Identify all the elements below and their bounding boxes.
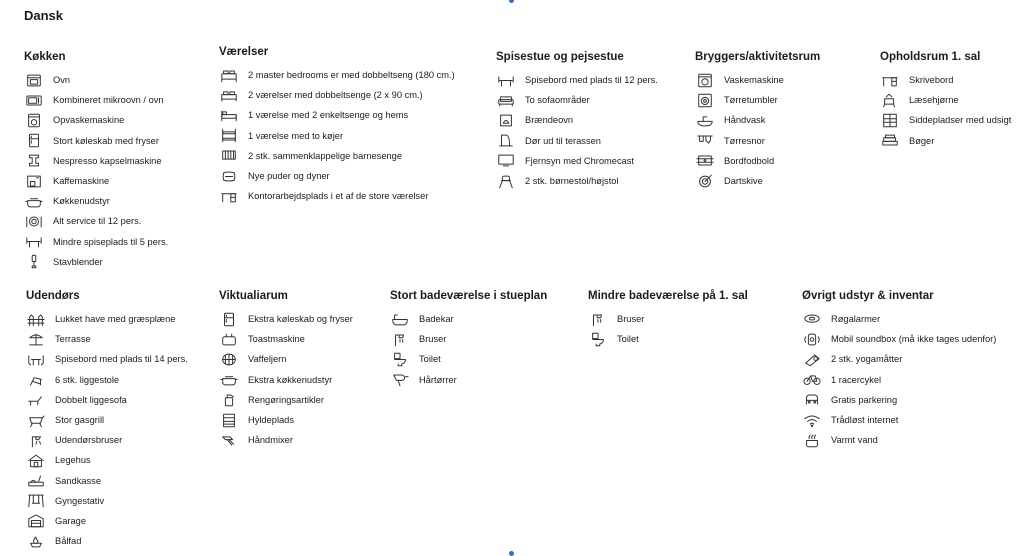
amenity-item	[496, 171, 658, 191]
amenity-item	[219, 65, 455, 85]
capsule-machine-icon	[24, 153, 44, 169]
amenity-item	[695, 131, 820, 151]
crib-icon	[219, 148, 239, 164]
amenity-item	[219, 370, 353, 390]
books-icon	[880, 133, 900, 149]
amenity-label: Tørretumbler	[724, 95, 778, 106]
amenity-label: Stavblender	[53, 256, 103, 267]
dining-table-icon	[24, 234, 44, 250]
section-title: Bryggers/aktivitetsrum	[695, 51, 821, 63]
section-ovrigt	[802, 290, 996, 450]
single-bed-icon	[219, 107, 239, 123]
amenity-label: Ekstra køleskab og fryser	[248, 314, 353, 325]
amenity-label: To sofaområder	[525, 95, 590, 106]
amenity-item	[219, 85, 455, 105]
garage-icon	[26, 513, 46, 529]
high-chair-icon	[496, 173, 516, 189]
amenity-item	[219, 349, 353, 369]
desk-icon	[219, 188, 239, 204]
amenity-item	[496, 151, 658, 171]
amenity-label: Vaffeljern	[248, 354, 287, 365]
amenity-label: Dobbelt liggesofa	[55, 394, 127, 405]
tableware-icon	[24, 213, 44, 229]
amenity-label: 2 master bedrooms er med dobbeltseng (180 cm.)	[248, 70, 455, 81]
amenity-label: 1 værelse med to køjer	[248, 130, 344, 141]
tv-icon	[496, 153, 516, 169]
amenity-label: Hyldeplads	[248, 415, 294, 426]
amenity-item	[219, 146, 455, 166]
amenity-label: Rengøringsartikler	[248, 394, 324, 405]
amenity-label: Brændeovn	[525, 115, 574, 126]
amenity-item	[24, 110, 168, 130]
amenity-label: Sandkasse	[55, 475, 101, 486]
decorative-dot	[509, 0, 514, 3]
amenity-label: 6 stk. liggestole	[55, 374, 120, 385]
amenity-item	[390, 309, 547, 329]
section-stort-bad	[390, 290, 547, 390]
amenity-label: Køkkenudstyr	[53, 196, 110, 207]
amenity-item	[24, 252, 168, 272]
amenity-label: Vaskemaskine	[724, 75, 784, 86]
section-title: Værelser	[219, 46, 269, 58]
amenity-item	[219, 390, 353, 410]
amenity-item	[219, 126, 455, 146]
section-title: Udendørs	[26, 290, 80, 302]
amenity-label: Badekar	[419, 314, 454, 325]
toaster-icon	[219, 331, 239, 347]
amenity-label: 2 stk. børnestol/højstol	[525, 176, 619, 187]
yoga-mat-icon	[802, 351, 822, 367]
window-icon	[880, 112, 900, 128]
amenity-label: Legehus	[55, 455, 91, 466]
oven-icon	[24, 72, 44, 88]
hand-blender-icon	[24, 254, 44, 270]
amenity-item	[390, 329, 547, 349]
bathtub-icon	[390, 311, 410, 327]
language-heading: Dansk	[24, 8, 64, 23]
amenity-label: Terrasse	[55, 334, 91, 345]
shower-icon	[390, 331, 410, 347]
wifi-icon	[802, 412, 822, 428]
amenity-label: Bruser	[419, 334, 447, 345]
amenity-label: Nespresso kapselmaskine	[53, 155, 162, 166]
amenity-label: Fjernsyn med Chromecast	[525, 155, 635, 166]
door-icon	[496, 133, 516, 149]
foosball-icon	[695, 153, 715, 169]
dartboard-icon	[695, 173, 715, 189]
amenity-item	[26, 531, 188, 551]
coffee-machine-icon	[24, 173, 44, 189]
amenity-item	[26, 370, 188, 390]
hand-mixer-icon	[219, 432, 239, 448]
amenity-item	[24, 90, 168, 110]
microwave-icon	[24, 92, 44, 108]
amenity-label: Stort køleskab med fryser	[53, 135, 159, 146]
amenity-label: Ekstra køkkenudstyr	[248, 374, 333, 385]
amenity-label: Tørresnor	[724, 135, 765, 146]
amenity-item	[802, 370, 996, 390]
amenity-label: Håndmixer	[248, 435, 293, 446]
sandbox-icon	[26, 473, 46, 489]
wood-stove-icon	[496, 112, 516, 128]
reading-corner-icon	[880, 92, 900, 108]
amenity-item	[219, 166, 455, 186]
amenity-label: Kombineret mikroovn / ovn	[53, 95, 164, 106]
fenced-garden-icon	[26, 311, 46, 327]
amenity-item	[26, 329, 188, 349]
toilet-icon	[390, 351, 410, 367]
section-title: Køkken	[24, 51, 66, 63]
lounger-icon	[26, 392, 46, 408]
dishwasher-icon	[24, 112, 44, 128]
terrace-icon	[26, 331, 46, 347]
amenity-label: Gratis parkering	[831, 394, 898, 405]
amenity-item	[26, 390, 188, 410]
amenity-item	[880, 110, 1011, 130]
pillow-icon	[219, 168, 239, 184]
amenity-label: Alt service til 12 pers.	[53, 216, 142, 227]
sink-icon	[695, 112, 715, 128]
section-viktualiarum	[219, 290, 353, 450]
section-mindre-bad	[588, 290, 748, 349]
amenity-item	[26, 309, 188, 329]
shower-icon	[588, 311, 608, 327]
amenity-label: Spisebord med plads til 14 pers.	[55, 354, 188, 365]
amenity-item	[219, 309, 353, 329]
section-title: Viktualiarum	[219, 290, 288, 302]
playhouse-icon	[26, 452, 46, 468]
amenity-label: Bøger	[909, 135, 935, 146]
amenity-item	[695, 110, 820, 130]
amenity-item	[880, 70, 1011, 90]
pot-icon	[24, 193, 44, 209]
amenity-item	[802, 410, 996, 430]
hair-dryer-icon	[390, 372, 410, 388]
dryer-icon	[695, 92, 715, 108]
amenity-item	[26, 491, 188, 511]
amenity-item	[24, 191, 168, 211]
amenity-item	[695, 90, 820, 110]
section-spisestue	[496, 51, 658, 191]
amenity-item	[390, 349, 547, 369]
waffle-iron-icon	[219, 351, 239, 367]
amenity-label: Stor gasgrill	[55, 415, 105, 426]
amenity-item	[880, 90, 1011, 110]
amenity-item	[496, 131, 658, 151]
section-kokken	[24, 51, 168, 272]
amenity-label: 2 stk. sammenklappelige barnesenge	[248, 150, 403, 161]
amenity-item	[496, 110, 658, 130]
amenity-item	[26, 410, 188, 430]
amenity-label: Gyngestativ	[55, 495, 105, 506]
amenity-label: Dartskive	[724, 176, 763, 187]
amenity-label: Trådløst internet	[831, 415, 899, 426]
amenity-item	[219, 105, 455, 125]
bicycle-icon	[802, 372, 822, 388]
washing-machine-icon	[695, 72, 715, 88]
shelf-icon	[219, 412, 239, 428]
amenity-item	[695, 171, 820, 191]
clothesline-icon	[695, 133, 715, 149]
amenity-item	[24, 70, 168, 90]
swing-icon	[26, 493, 46, 509]
amenity-label: Opvaskemaskine	[53, 115, 125, 126]
section-title: Øvrigt udstyr & inventar	[802, 290, 934, 302]
amenity-label: Udendørsbruser	[55, 435, 123, 446]
section-bryggers	[695, 51, 820, 191]
amenity-item	[26, 349, 188, 369]
amenity-item	[24, 151, 168, 171]
section-title: Opholdsrum 1. sal	[880, 51, 981, 63]
amenity-item	[26, 430, 188, 450]
bunk-bed-icon	[219, 128, 239, 144]
amenity-label: Håndvask	[724, 115, 766, 126]
grill-icon	[26, 412, 46, 428]
toilet-icon	[588, 331, 608, 347]
amenity-item	[24, 171, 168, 191]
cleaning-icon	[219, 392, 239, 408]
amenity-label: Røgalarmer	[831, 314, 881, 325]
amenity-item	[695, 70, 820, 90]
amenity-item	[24, 211, 168, 231]
sofa-icon	[496, 92, 516, 108]
amenity-item	[802, 349, 996, 369]
amenity-label: Bålfad	[55, 536, 82, 547]
amenity-label: Nye puder og dyner	[248, 171, 330, 182]
amenity-item	[219, 410, 353, 430]
amenity-label: Toilet	[419, 354, 441, 365]
amenity-label: Toilet	[617, 334, 639, 345]
amenity-item	[880, 131, 1011, 151]
amenity-label: Spisebord med plads til 12 pers.	[525, 75, 658, 86]
amenity-item	[390, 370, 547, 390]
amenity-label: Mobil soundbox (må ikke tages udenfor)	[831, 334, 997, 345]
fridge-icon	[219, 311, 239, 327]
amenity-label: Hårtørrer	[419, 374, 457, 385]
hot-water-icon	[802, 432, 822, 448]
fridge-icon	[24, 133, 44, 149]
parking-icon	[802, 392, 822, 408]
amenity-item	[24, 232, 168, 252]
amenity-label: Varmt vand	[831, 435, 878, 446]
speaker-icon	[802, 331, 822, 347]
smoke-alarm-icon	[802, 311, 822, 327]
dining-table-icon	[496, 72, 516, 88]
desk-icon	[880, 72, 900, 88]
fire-pit-icon	[26, 533, 46, 549]
amenity-label: Bruser	[617, 314, 645, 325]
amenity-item	[219, 186, 455, 206]
amenity-label: Skrivebord	[909, 75, 954, 86]
amenity-label: Læsehjørne	[909, 95, 959, 106]
amenity-item	[496, 90, 658, 110]
amenity-label: Garage	[55, 515, 87, 526]
amenity-item	[219, 430, 353, 450]
amenity-label: Dør ud til terassen	[525, 135, 601, 146]
amenity-item	[802, 309, 996, 329]
twin-bed-icon	[219, 87, 239, 103]
section-udendors	[26, 290, 188, 551]
pot-icon	[219, 372, 239, 388]
amenity-item	[802, 430, 996, 450]
amenity-item	[26, 471, 188, 491]
amenity-label: Bordfodbold	[724, 155, 775, 166]
deck-chair-icon	[26, 372, 46, 388]
amenity-label: 1 værelse med 2 enkeltsenge og hems	[248, 110, 409, 121]
amenity-label: Kontorarbejdsplads i et af de store værelser	[248, 191, 429, 202]
section-title: Mindre badeværelse på 1. sal	[588, 290, 748, 302]
amenity-label: 2 stk. yogamåtter	[831, 354, 903, 365]
section-vaerelser	[219, 46, 455, 206]
section-title: Spisestue og pejsestue	[496, 51, 624, 63]
amenity-item	[26, 450, 188, 470]
amenity-item	[695, 151, 820, 171]
amenity-item	[219, 329, 353, 349]
amenity-label: Siddepladser med udsigt	[909, 115, 1012, 126]
amenity-item	[24, 131, 168, 151]
amenity-item	[802, 390, 996, 410]
section-opholdsrum	[880, 51, 1011, 151]
section-title: Stort badeværelse i stueplan	[390, 290, 548, 302]
amenity-label: Lukket have med græsplæne	[55, 314, 176, 325]
amenity-label: 2 værelser med dobbeltsenge (2 x 90 cm.)	[248, 90, 423, 101]
amenity-label: Mindre spiseplads til 5 pers.	[53, 236, 169, 247]
amenity-label: 1 racercykel	[831, 374, 882, 385]
double-bed-icon	[219, 67, 239, 83]
amenity-label: Ovn	[53, 75, 71, 86]
amenity-item	[802, 329, 996, 349]
amenity-item	[26, 511, 188, 531]
outdoor-dining-icon	[26, 351, 46, 367]
amenity-item	[496, 70, 658, 90]
outdoor-shower-icon	[26, 432, 46, 448]
amenity-item	[588, 329, 748, 349]
amenity-label: Toastmaskine	[248, 334, 305, 345]
amenity-item	[588, 309, 748, 329]
amenity-label: Kaffemaskine	[53, 176, 110, 187]
